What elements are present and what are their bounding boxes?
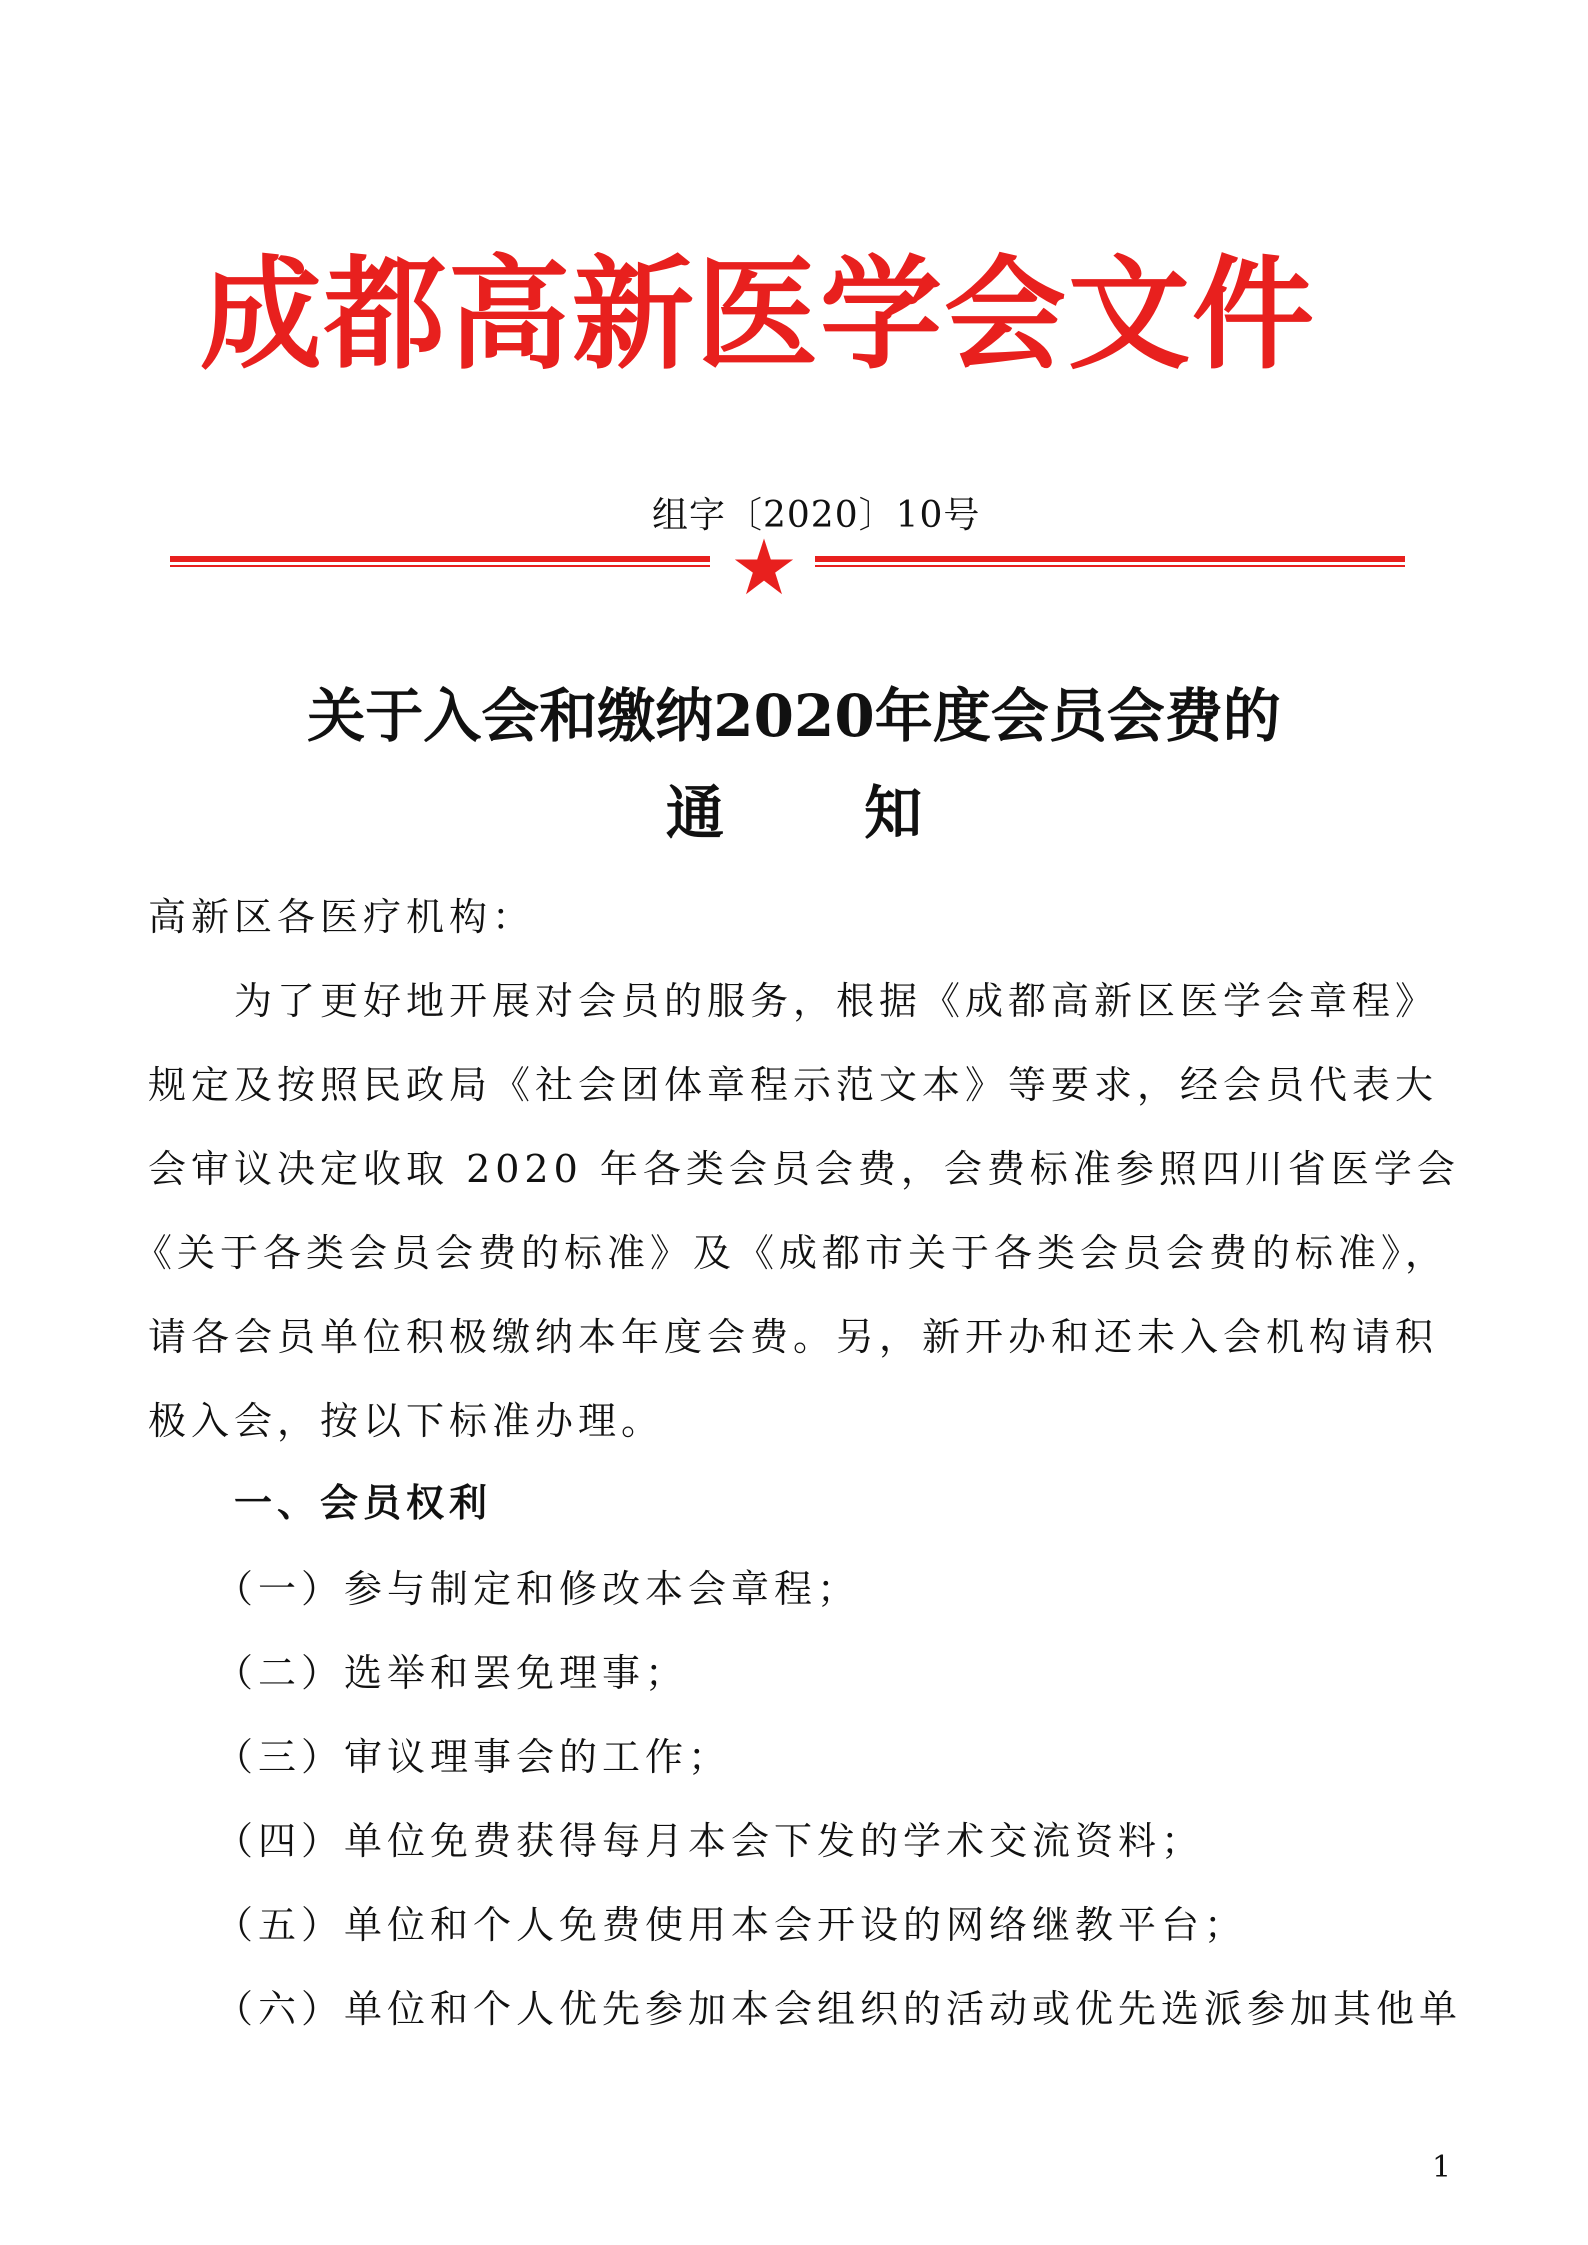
list-item: （二）选举和罢免理事；: [215, 1651, 689, 1695]
body-paragraph: [134, 959, 1460, 1463]
list-item: （六）单位和个人优先参加本会组织的活动或优先选派参加其他单: [215, 1987, 1463, 2031]
red-divider-left: [170, 556, 710, 568]
notice-title-line1: 关于入会和缴纳2020年度会员会费的: [307, 682, 1281, 750]
masthead-title: 成都高新医学会文件: [200, 244, 1316, 386]
body-line: 极入会，按以下标准办理。: [148, 1399, 665, 1443]
red-divider-right: [815, 556, 1405, 568]
section-heading: 一、会员权利: [234, 1480, 493, 1525]
list-item: （三）审议理事会的工作；: [215, 1735, 732, 1779]
addressee: 高新区各医疗机构：: [148, 895, 536, 939]
notice-title-line2: 通 知: [665, 779, 983, 847]
document-number: 组字〔2020〕10号: [652, 495, 981, 536]
body-line: 规定及按照民政局《社会团体章程示范文本》等要求，经会员代表大: [148, 1063, 1439, 1107]
rights-list: [215, 1547, 1462, 2051]
list-item: （一）参与制定和修改本会章程；: [215, 1567, 861, 1611]
list-item: （五）单位和个人免费使用本会开设的网络继教平台；: [215, 1903, 1248, 1947]
body-line: 请各会员单位积极缴纳本年度会费。另，新开办和还未入会机构请积: [148, 1315, 1439, 1359]
list-item: （四）单位免费获得每月本会下发的学术交流资料；: [215, 1819, 1205, 1863]
body-line: 会审议决定收取 2020 年各类会员会费，会费标准参照四川省医学会: [148, 1147, 1460, 1191]
body-line: 为了更好地开展对会员的服务，根据《成都高新区医学会章程》: [234, 979, 1439, 1023]
body-line: 《关于各类会员会费的标准》及《成都市关于各类会员会费的标准》，: [134, 1231, 1449, 1275]
page-number: 1: [1432, 2150, 1452, 2185]
star-icon: [733, 536, 795, 598]
